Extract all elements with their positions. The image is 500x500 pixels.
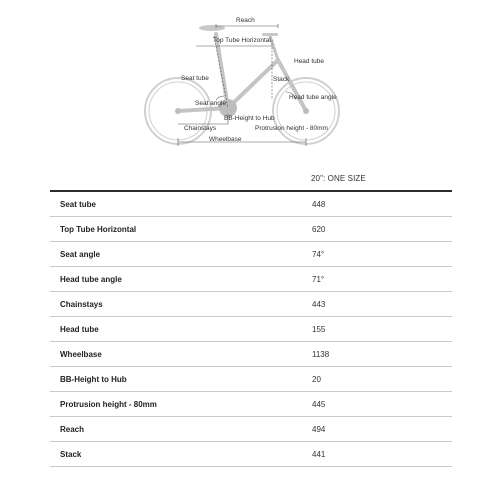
label-bb-height: BB-Height to Hub xyxy=(224,115,275,122)
row-value: 448 xyxy=(312,200,326,209)
row-value: 494 xyxy=(312,425,326,434)
label-protrusion: Protrusion height - 80mm xyxy=(255,125,328,132)
row-label: Top Tube Horizontal xyxy=(60,225,137,234)
down-tube xyxy=(228,60,278,108)
row-label: Protrusion height - 80mm xyxy=(60,400,157,409)
row-label: Head tube angle xyxy=(60,275,122,284)
label-reach: Reach xyxy=(236,17,255,24)
label-stack: Stack xyxy=(273,76,290,83)
row-label: Head tube xyxy=(60,325,99,334)
row-value: 1138 xyxy=(312,350,330,359)
table-row xyxy=(50,417,452,442)
row-value: 155 xyxy=(312,325,326,334)
table-row xyxy=(50,317,452,342)
table-row xyxy=(50,242,452,267)
row-value: 71° xyxy=(312,275,325,284)
handlebar xyxy=(262,33,278,36)
fork xyxy=(278,60,306,111)
label-seat-angle: Seat angle xyxy=(195,100,227,107)
label-wheelbase: Wheelbase xyxy=(209,136,242,143)
row-label: Seat angle xyxy=(60,250,101,259)
size-column-header: 20": ONE SIZE xyxy=(311,174,366,183)
seat-post xyxy=(216,34,228,108)
table-row xyxy=(50,267,452,292)
row-label: BB-Height to Hub xyxy=(60,375,127,384)
table-row xyxy=(50,442,452,467)
row-value: 620 xyxy=(312,225,326,234)
row-value: 445 xyxy=(312,400,326,409)
table-row xyxy=(50,217,452,242)
row-value: 20 xyxy=(312,375,321,384)
stem xyxy=(270,36,278,60)
label-seat-tube: Seat tube xyxy=(181,75,209,82)
table-row xyxy=(50,292,452,317)
row-value: 443 xyxy=(312,300,326,309)
table-row xyxy=(50,367,452,392)
row-value: 441 xyxy=(312,450,326,459)
row-label: Reach xyxy=(60,425,85,434)
label-head-tube: Head tube xyxy=(294,58,324,65)
row-label: Wheelbase xyxy=(60,350,102,359)
label-head-tube-angle: Head tube angle xyxy=(289,94,337,101)
label-top-tube: Top Tube Horizontal xyxy=(213,37,271,44)
row-label: Seat tube xyxy=(60,200,97,209)
table-row xyxy=(50,192,452,217)
table-row xyxy=(50,392,452,417)
label-chainstays: Chainstays xyxy=(184,125,217,132)
row-label: Stack xyxy=(60,450,82,459)
row-label: Chainstays xyxy=(60,300,103,309)
row-value: 74° xyxy=(312,250,325,259)
table-row xyxy=(50,342,452,367)
bike-geometry-diagram xyxy=(0,0,500,160)
